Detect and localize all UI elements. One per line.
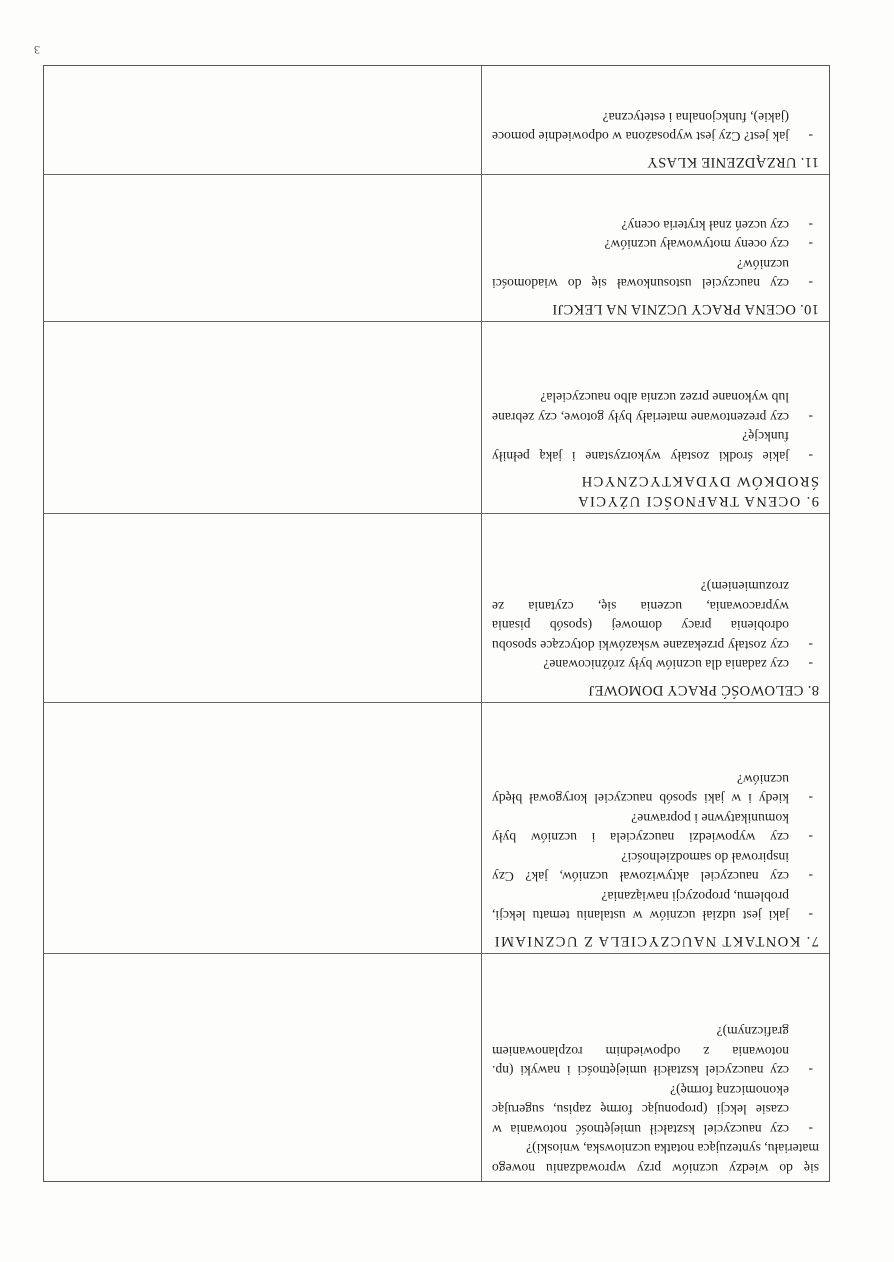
list-item: - czy uczeń znał kryteria oceny?: [492, 216, 819, 236]
list-item: - czy zostały przekazane wskazówki dotyczące sposobu odrobienia pracy domowej (sposób pisania wypracowania, uczenia się, czytania ze zrozumieniem)?: [492, 577, 819, 655]
table-row-section-7: [44, 702, 829, 953]
criteria-list: [492, 216, 819, 294]
criteria-cell: [481, 954, 829, 1181]
section-heading: 9. OCENA TRAFNOŚCI UŻYCIA ŚRODKÓW DYDAKTYCZNYCH: [577, 473, 819, 509]
criteria-cell: [481, 514, 829, 702]
section-heading: 11. URZĄDZENIE KLASY: [646, 154, 819, 170]
continuation-text: się do wiedzy uczniów przy wprowadzaniu nowego materiału, syntezująca notatka uczniowska, wnioski)?: [492, 1141, 819, 1176]
list-item: - jakie środki zostały wykorzystane i jaką pełniły funkcję?: [492, 427, 819, 466]
criteria-cell: [481, 175, 829, 321]
notes-cell: [44, 66, 481, 174]
criteria-list: [492, 108, 819, 147]
criteria-list: [492, 1022, 819, 1139]
list-item: - czy wypowiedzi nauczyciela i uczniów były komunikatywne i poprawne?: [492, 809, 819, 848]
notes-cell: [44, 954, 481, 1181]
list-item: - jaki jest udział uczniów w ustalaniu tematu lekcji, problemu, propozycji nawiązania?: [492, 887, 819, 926]
criteria-list: [492, 388, 819, 466]
criteria-cell: [481, 322, 829, 513]
table-row-continuation: [44, 953, 829, 1181]
list-item: - czy zadania dla uczniów były zróżnicowane?: [492, 655, 819, 675]
list-item: - czy oceny motywowały uczniów?: [492, 235, 819, 255]
notes-cell: [44, 514, 481, 702]
list-item: - czy prezentowane materiały były gotowe, czy zebrane lub wykonane przez ucznia albo nauczyciela?: [492, 388, 819, 427]
list-item: - kiedy i w jaki sposób nauczyciel korygował błędy uczniów?: [492, 770, 819, 809]
notes-cell: [44, 175, 481, 321]
table-row-section-10: [44, 174, 829, 321]
list-item: - czy nauczyciel ustosunkował się do wiadomości uczniów?: [492, 255, 819, 294]
section-heading: 10. OCENA PRACY UCZNIA NA LEKCJI: [552, 301, 819, 317]
section-heading: 8. CELOWOŚĆ PRACY DOMOWEJ: [588, 682, 819, 698]
table-row-section-8: [44, 513, 829, 702]
notes-cell: [44, 322, 481, 513]
criteria-cell: [481, 703, 829, 953]
list-item: - czy nauczyciel kształcił umiejętność notowania w czasie lekcji (proponując formę zapisu, sugerując ekonomiczną formę)?: [492, 1081, 819, 1140]
list-item: - czy nauczyciel kształcił umiejętności i nawyki (np. notowania z odpowiednim rozplanowaniem graficznym)?: [492, 1022, 819, 1081]
criteria-list: [492, 770, 819, 926]
section-heading: 7. KONTAKT NAUCZYCIELA Z UCZNIAMI: [493, 933, 819, 949]
criteria-cell: [481, 66, 829, 174]
list-item: - czy nauczyciel aktywizował uczniów, jak? Czy inspirował do samodzielności?: [492, 848, 819, 887]
notes-cell: [44, 703, 481, 953]
table-row-section-9: [44, 321, 829, 513]
observation-table: [43, 65, 830, 1182]
list-item: - jak jest? Czy jest wyposażona w odpowiednie pomoce (jakie), funkcjonalna i estetyczna?: [492, 108, 819, 147]
table-row-section-11: [44, 66, 829, 174]
criteria-list: [492, 577, 819, 675]
page-number: 3: [34, 43, 40, 57]
